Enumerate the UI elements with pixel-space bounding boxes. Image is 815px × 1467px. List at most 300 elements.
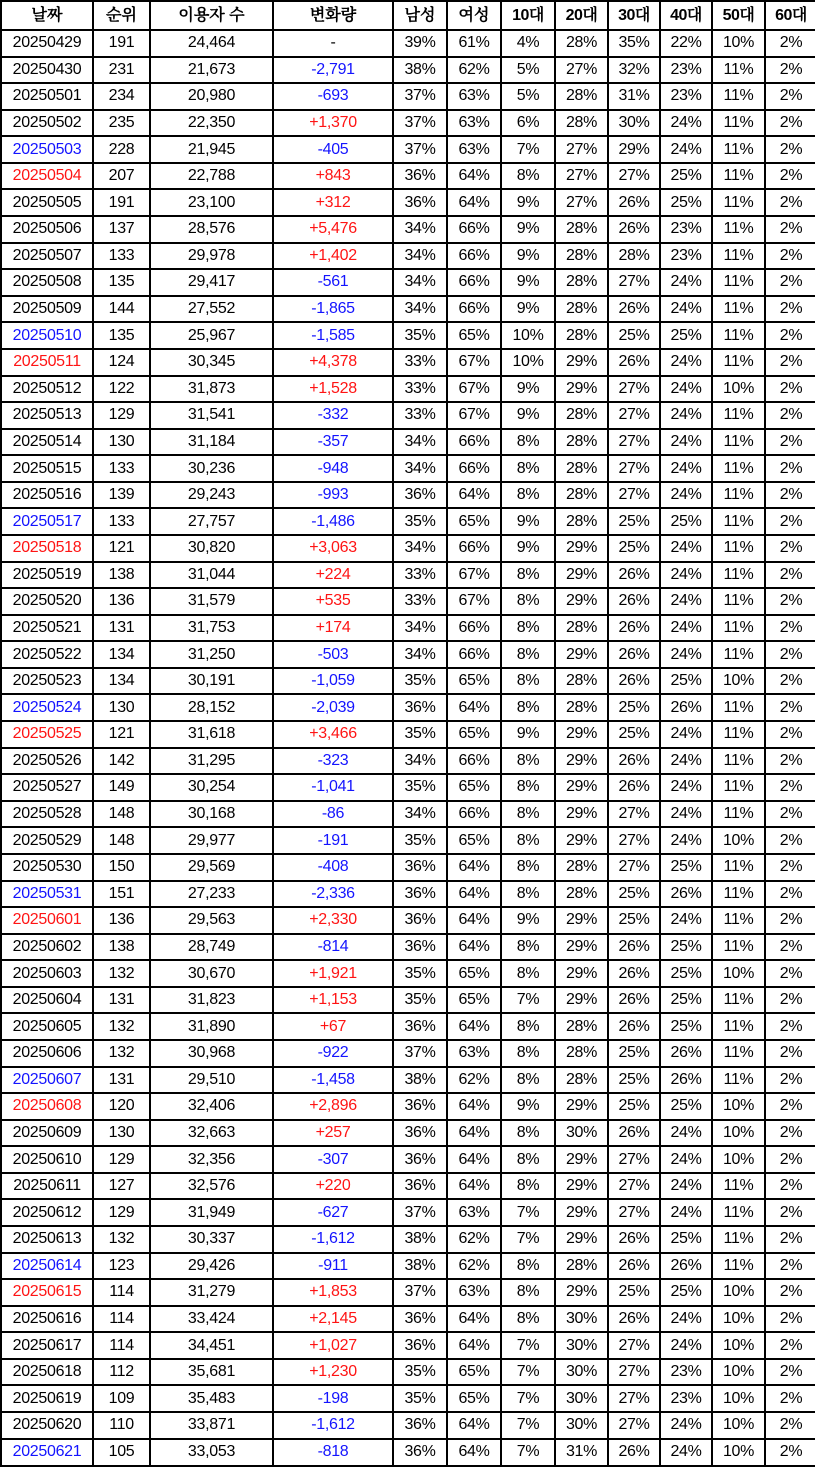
cell-age50: 11% (712, 801, 765, 828)
cell-users: 33,424 (150, 1306, 273, 1333)
cell-age60: 2% (765, 641, 815, 668)
cell-age60: 2% (765, 960, 815, 987)
table-row-20250523 (1, 668, 815, 695)
cell-change: -307 (273, 1146, 393, 1173)
cell-age30: 26% (608, 668, 660, 695)
cell-age10: 8% (501, 854, 555, 881)
cell-date: 20250517 (1, 508, 93, 535)
cell-age30: 27% (608, 429, 660, 456)
cell-rank: 142 (93, 748, 150, 775)
cell-age20: 28% (555, 216, 608, 243)
table-row-20250607 (1, 1067, 815, 1094)
table-row-20250512 (1, 376, 815, 403)
cell-male: 36% (393, 1332, 447, 1359)
cell-users: 32,406 (150, 1093, 273, 1120)
cell-users: 28,749 (150, 934, 273, 961)
cell-female: 63% (447, 1040, 501, 1067)
cell-age50: 11% (712, 694, 765, 721)
cell-female: 64% (447, 881, 501, 908)
cell-age30: 27% (608, 455, 660, 482)
cell-rank: 148 (93, 801, 150, 828)
cell-male: 37% (393, 110, 447, 137)
cell-female: 66% (447, 296, 501, 323)
cell-age10: 8% (501, 1306, 555, 1333)
cell-rank: 138 (93, 562, 150, 589)
cell-age60: 2% (765, 1279, 815, 1306)
cell-age30: 25% (608, 508, 660, 535)
cell-age60: 2% (765, 588, 815, 615)
cell-age30: 25% (608, 694, 660, 721)
cell-rank: 114 (93, 1332, 150, 1359)
cell-age30: 26% (608, 960, 660, 987)
cell-users: 31,890 (150, 1013, 273, 1040)
table-row-20250513 (1, 402, 815, 429)
cell-age50: 10% (712, 1093, 765, 1120)
cell-age60: 2% (765, 881, 815, 908)
cell-rank: 136 (93, 907, 150, 934)
cell-date: 20250501 (1, 83, 93, 110)
cell-date: 20250514 (1, 429, 93, 456)
cell-users: 31,579 (150, 588, 273, 615)
cell-female: 64% (447, 1173, 501, 1200)
table-row-20250610 (1, 1146, 815, 1173)
cell-age20: 28% (555, 615, 608, 642)
cell-age20: 28% (555, 508, 608, 535)
cell-age40: 23% (660, 83, 712, 110)
cell-male: 35% (393, 827, 447, 854)
cell-age50: 11% (712, 1040, 765, 1067)
cell-female: 64% (447, 482, 501, 509)
cell-age10: 8% (501, 163, 555, 190)
cell-age40: 24% (660, 376, 712, 403)
cell-users: 29,977 (150, 827, 273, 854)
cell-change: +1,921 (273, 960, 393, 987)
cell-age30: 27% (608, 801, 660, 828)
cell-age10: 5% (501, 83, 555, 110)
cell-users: 31,949 (150, 1199, 273, 1226)
cell-age20: 28% (555, 455, 608, 482)
table-row-20250614 (1, 1253, 815, 1280)
cell-age30: 26% (608, 562, 660, 589)
cell-age50: 11% (712, 269, 765, 296)
cell-age20: 29% (555, 1279, 608, 1306)
cell-male: 37% (393, 1279, 447, 1306)
header-cell-male: 남성 (393, 1, 447, 30)
table-row-20250517 (1, 508, 815, 535)
cell-age60: 2% (765, 748, 815, 775)
cell-age10: 7% (501, 1359, 555, 1386)
cell-age20: 28% (555, 1040, 608, 1067)
header-cell-change: 변화량 (273, 1, 393, 30)
cell-age10: 9% (501, 243, 555, 270)
cell-age30: 27% (608, 1385, 660, 1412)
cell-age40: 23% (660, 216, 712, 243)
cell-age30: 26% (608, 987, 660, 1014)
cell-age50: 11% (712, 721, 765, 748)
cell-age30: 27% (608, 1412, 660, 1439)
cell-rank: 150 (93, 854, 150, 881)
cell-age20: 29% (555, 1199, 608, 1226)
cell-users: 30,968 (150, 1040, 273, 1067)
cell-rank: 123 (93, 1253, 150, 1280)
cell-users: 29,569 (150, 854, 273, 881)
cell-age30: 26% (608, 934, 660, 961)
cell-male: 36% (393, 1412, 447, 1439)
cell-male: 35% (393, 1385, 447, 1412)
cell-age40: 24% (660, 562, 712, 589)
cell-age40: 22% (660, 30, 712, 57)
cell-age60: 2% (765, 189, 815, 216)
table-row-20250527 (1, 774, 815, 801)
cell-male: 34% (393, 801, 447, 828)
table-row-20250522 (1, 641, 815, 668)
cell-age50: 11% (712, 482, 765, 509)
cell-age20: 29% (555, 562, 608, 589)
cell-female: 64% (447, 1439, 501, 1466)
cell-change: +3,063 (273, 535, 393, 562)
cell-age10: 8% (501, 881, 555, 908)
cell-age10: 5% (501, 57, 555, 84)
header-cell-age40: 40대 (660, 1, 712, 30)
cell-age40: 24% (660, 748, 712, 775)
cell-change: -1,612 (273, 1226, 393, 1253)
cell-change: +1,230 (273, 1359, 393, 1386)
cell-age20: 28% (555, 83, 608, 110)
cell-date: 20250526 (1, 748, 93, 775)
cell-female: 61% (447, 30, 501, 57)
cell-female: 66% (447, 216, 501, 243)
cell-female: 64% (447, 1332, 501, 1359)
cell-users: 29,417 (150, 269, 273, 296)
cell-age30: 28% (608, 243, 660, 270)
cell-male: 33% (393, 562, 447, 589)
header-cell-age50: 50대 (712, 1, 765, 30)
cell-rank: 133 (93, 508, 150, 535)
cell-rank: 228 (93, 136, 150, 163)
cell-users: 31,618 (150, 721, 273, 748)
cell-age10: 7% (501, 136, 555, 163)
cell-users: 30,191 (150, 668, 273, 695)
table-row-20250611 (1, 1173, 815, 1200)
cell-age60: 2% (765, 721, 815, 748)
cell-age40: 24% (660, 1120, 712, 1147)
cell-rank: 127 (93, 1173, 150, 1200)
cell-users: 30,254 (150, 774, 273, 801)
cell-date: 20250619 (1, 1385, 93, 1412)
cell-age60: 2% (765, 1199, 815, 1226)
cell-change: +2,330 (273, 907, 393, 934)
cell-female: 63% (447, 1279, 501, 1306)
cell-rank: 191 (93, 189, 150, 216)
cell-female: 67% (447, 376, 501, 403)
table-row-20250605 (1, 1013, 815, 1040)
cell-age30: 26% (608, 641, 660, 668)
cell-rank: 130 (93, 1120, 150, 1147)
cell-rank: 105 (93, 1439, 150, 1466)
cell-female: 62% (447, 1067, 501, 1094)
cell-rank: 135 (93, 322, 150, 349)
cell-age50: 11% (712, 349, 765, 376)
header-cell-date: 날짜 (1, 1, 93, 30)
cell-rank: 120 (93, 1093, 150, 1120)
cell-date: 20250609 (1, 1120, 93, 1147)
cell-users: 29,426 (150, 1253, 273, 1280)
cell-date: 20250518 (1, 535, 93, 562)
cell-date: 20250516 (1, 482, 93, 509)
cell-female: 66% (447, 535, 501, 562)
cell-rank: 148 (93, 827, 150, 854)
cell-age20: 29% (555, 960, 608, 987)
cell-age10: 7% (501, 1199, 555, 1226)
cell-age60: 2% (765, 30, 815, 57)
cell-rank: 132 (93, 960, 150, 987)
cell-age50: 11% (712, 83, 765, 110)
cell-date: 20250527 (1, 774, 93, 801)
cell-change: -2,039 (273, 694, 393, 721)
cell-female: 67% (447, 588, 501, 615)
cell-age20: 29% (555, 535, 608, 562)
cell-age20: 29% (555, 827, 608, 854)
cell-age20: 30% (555, 1120, 608, 1147)
header-cell-female: 여성 (447, 1, 501, 30)
cell-users: 27,552 (150, 296, 273, 323)
table-row-20250531 (1, 881, 815, 908)
cell-date: 20250606 (1, 1040, 93, 1067)
cell-users: 21,945 (150, 136, 273, 163)
cell-change: +535 (273, 588, 393, 615)
cell-age50: 11% (712, 1013, 765, 1040)
cell-male: 38% (393, 57, 447, 84)
cell-age60: 2% (765, 1120, 815, 1147)
table-row-20250507 (1, 243, 815, 270)
cell-date: 20250508 (1, 269, 93, 296)
cell-rank: 137 (93, 216, 150, 243)
cell-male: 35% (393, 322, 447, 349)
cell-female: 65% (447, 774, 501, 801)
cell-age50: 10% (712, 1306, 765, 1333)
cell-age10: 8% (501, 455, 555, 482)
cell-age50: 11% (712, 641, 765, 668)
cell-age20: 29% (555, 907, 608, 934)
cell-rank: 124 (93, 349, 150, 376)
cell-age20: 29% (555, 934, 608, 961)
cell-age10: 9% (501, 721, 555, 748)
cell-age40: 25% (660, 934, 712, 961)
cell-age60: 2% (765, 827, 815, 854)
table-row-20250504 (1, 163, 815, 190)
cell-age10: 9% (501, 907, 555, 934)
cell-change: -693 (273, 83, 393, 110)
cell-rank: 234 (93, 83, 150, 110)
cell-users: 30,337 (150, 1226, 273, 1253)
cell-change: -818 (273, 1439, 393, 1466)
table-row-20250528 (1, 801, 815, 828)
cell-age50: 10% (712, 1439, 765, 1466)
cell-users: 31,753 (150, 615, 273, 642)
cell-rank: 132 (93, 1040, 150, 1067)
cell-female: 65% (447, 1359, 501, 1386)
cell-age50: 10% (712, 376, 765, 403)
cell-age30: 27% (608, 376, 660, 403)
cell-male: 36% (393, 482, 447, 509)
cell-users: 32,576 (150, 1173, 273, 1200)
cell-change: -332 (273, 402, 393, 429)
cell-age40: 24% (660, 907, 712, 934)
cell-users: 23,100 (150, 189, 273, 216)
cell-age20: 28% (555, 1067, 608, 1094)
table-row-20250602 (1, 934, 815, 961)
cell-change: +1,402 (273, 243, 393, 270)
table-row-20250509 (1, 296, 815, 323)
cell-age40: 24% (660, 455, 712, 482)
cell-users: 21,673 (150, 57, 273, 84)
cell-age10: 4% (501, 30, 555, 57)
cell-age20: 30% (555, 1412, 608, 1439)
cell-male: 36% (393, 163, 447, 190)
cell-age50: 10% (712, 1120, 765, 1147)
cell-age20: 29% (555, 588, 608, 615)
cell-age40: 24% (660, 110, 712, 137)
cell-age60: 2% (765, 1412, 815, 1439)
cell-male: 35% (393, 774, 447, 801)
cell-age20: 28% (555, 668, 608, 695)
cell-date: 20250505 (1, 189, 93, 216)
cell-age20: 27% (555, 136, 608, 163)
cell-male: 34% (393, 243, 447, 270)
cell-date: 20250528 (1, 801, 93, 828)
cell-age60: 2% (765, 269, 815, 296)
cell-male: 38% (393, 1226, 447, 1253)
cell-age20: 28% (555, 269, 608, 296)
cell-date: 20250524 (1, 694, 93, 721)
cell-date: 20250614 (1, 1253, 93, 1280)
cell-users: 33,053 (150, 1439, 273, 1466)
cell-rank: 132 (93, 1013, 150, 1040)
cell-users: 35,681 (150, 1359, 273, 1386)
cell-date: 20250515 (1, 455, 93, 482)
cell-age50: 11% (712, 136, 765, 163)
cell-age10: 8% (501, 1040, 555, 1067)
cell-male: 33% (393, 588, 447, 615)
table-row-20250502 (1, 110, 815, 137)
cell-male: 36% (393, 1439, 447, 1466)
cell-female: 67% (447, 562, 501, 589)
cell-change: +1,153 (273, 987, 393, 1014)
cell-age60: 2% (765, 296, 815, 323)
cell-age40: 25% (660, 1013, 712, 1040)
cell-age50: 11% (712, 508, 765, 535)
cell-change: -86 (273, 801, 393, 828)
cell-age60: 2% (765, 508, 815, 535)
cell-age50: 11% (712, 110, 765, 137)
cell-users: 31,823 (150, 987, 273, 1014)
cell-rank: 131 (93, 987, 150, 1014)
cell-female: 66% (447, 748, 501, 775)
table-row-20250525 (1, 721, 815, 748)
cell-date: 20250523 (1, 668, 93, 695)
cell-age50: 11% (712, 429, 765, 456)
cell-age60: 2% (765, 987, 815, 1014)
cell-age60: 2% (765, 1093, 815, 1120)
cell-date: 20250612 (1, 1199, 93, 1226)
header-cell-age30: 30대 (608, 1, 660, 30)
cell-users: 25,967 (150, 322, 273, 349)
cell-date: 20250611 (1, 1173, 93, 1200)
cell-change: -993 (273, 482, 393, 509)
cell-age40: 24% (660, 721, 712, 748)
cell-age20: 29% (555, 641, 608, 668)
cell-age30: 25% (608, 907, 660, 934)
cell-age50: 11% (712, 243, 765, 270)
cell-age40: 25% (660, 960, 712, 987)
cell-age30: 25% (608, 1040, 660, 1067)
cell-male: 38% (393, 1067, 447, 1094)
cell-rank: 134 (93, 668, 150, 695)
cell-age40: 24% (660, 801, 712, 828)
cell-date: 20250504 (1, 163, 93, 190)
cell-age50: 11% (712, 163, 765, 190)
cell-age30: 26% (608, 349, 660, 376)
cell-age20: 29% (555, 774, 608, 801)
cell-age10: 9% (501, 402, 555, 429)
cell-female: 64% (447, 163, 501, 190)
cell-age60: 2% (765, 322, 815, 349)
cell-female: 64% (447, 854, 501, 881)
cell-age40: 23% (660, 243, 712, 270)
cell-age20: 29% (555, 801, 608, 828)
table-row-20250613 (1, 1226, 815, 1253)
cell-male: 37% (393, 136, 447, 163)
cell-date: 20250608 (1, 1093, 93, 1120)
cell-users: 32,356 (150, 1146, 273, 1173)
cell-age20: 27% (555, 163, 608, 190)
cell-age50: 11% (712, 1067, 765, 1094)
cell-male: 36% (393, 934, 447, 961)
cell-age60: 2% (765, 934, 815, 961)
cell-date: 20250616 (1, 1306, 93, 1333)
cell-age30: 25% (608, 881, 660, 908)
cell-female: 62% (447, 1253, 501, 1280)
cell-age30: 25% (608, 322, 660, 349)
cell-age20: 30% (555, 1332, 608, 1359)
cell-change: -561 (273, 269, 393, 296)
cell-age40: 24% (660, 827, 712, 854)
cell-male: 36% (393, 907, 447, 934)
cell-male: 33% (393, 349, 447, 376)
cell-age40: 25% (660, 508, 712, 535)
cell-date: 20250620 (1, 1412, 93, 1439)
cell-age40: 26% (660, 1040, 712, 1067)
cell-date: 20250430 (1, 57, 93, 84)
cell-age60: 2% (765, 429, 815, 456)
cell-age10: 8% (501, 668, 555, 695)
cell-age60: 2% (765, 243, 815, 270)
table-row-20250529 (1, 827, 815, 854)
cell-age50: 11% (712, 189, 765, 216)
cell-male: 35% (393, 668, 447, 695)
cell-female: 65% (447, 322, 501, 349)
cell-age10: 8% (501, 588, 555, 615)
cell-age20: 30% (555, 1359, 608, 1386)
cell-age30: 26% (608, 1253, 660, 1280)
cell-age40: 24% (660, 136, 712, 163)
cell-age10: 8% (501, 801, 555, 828)
cell-male: 36% (393, 1013, 447, 1040)
cell-date: 20250618 (1, 1359, 93, 1386)
cell-rank: 114 (93, 1279, 150, 1306)
table-row-20250524 (1, 694, 815, 721)
cell-age50: 11% (712, 1226, 765, 1253)
